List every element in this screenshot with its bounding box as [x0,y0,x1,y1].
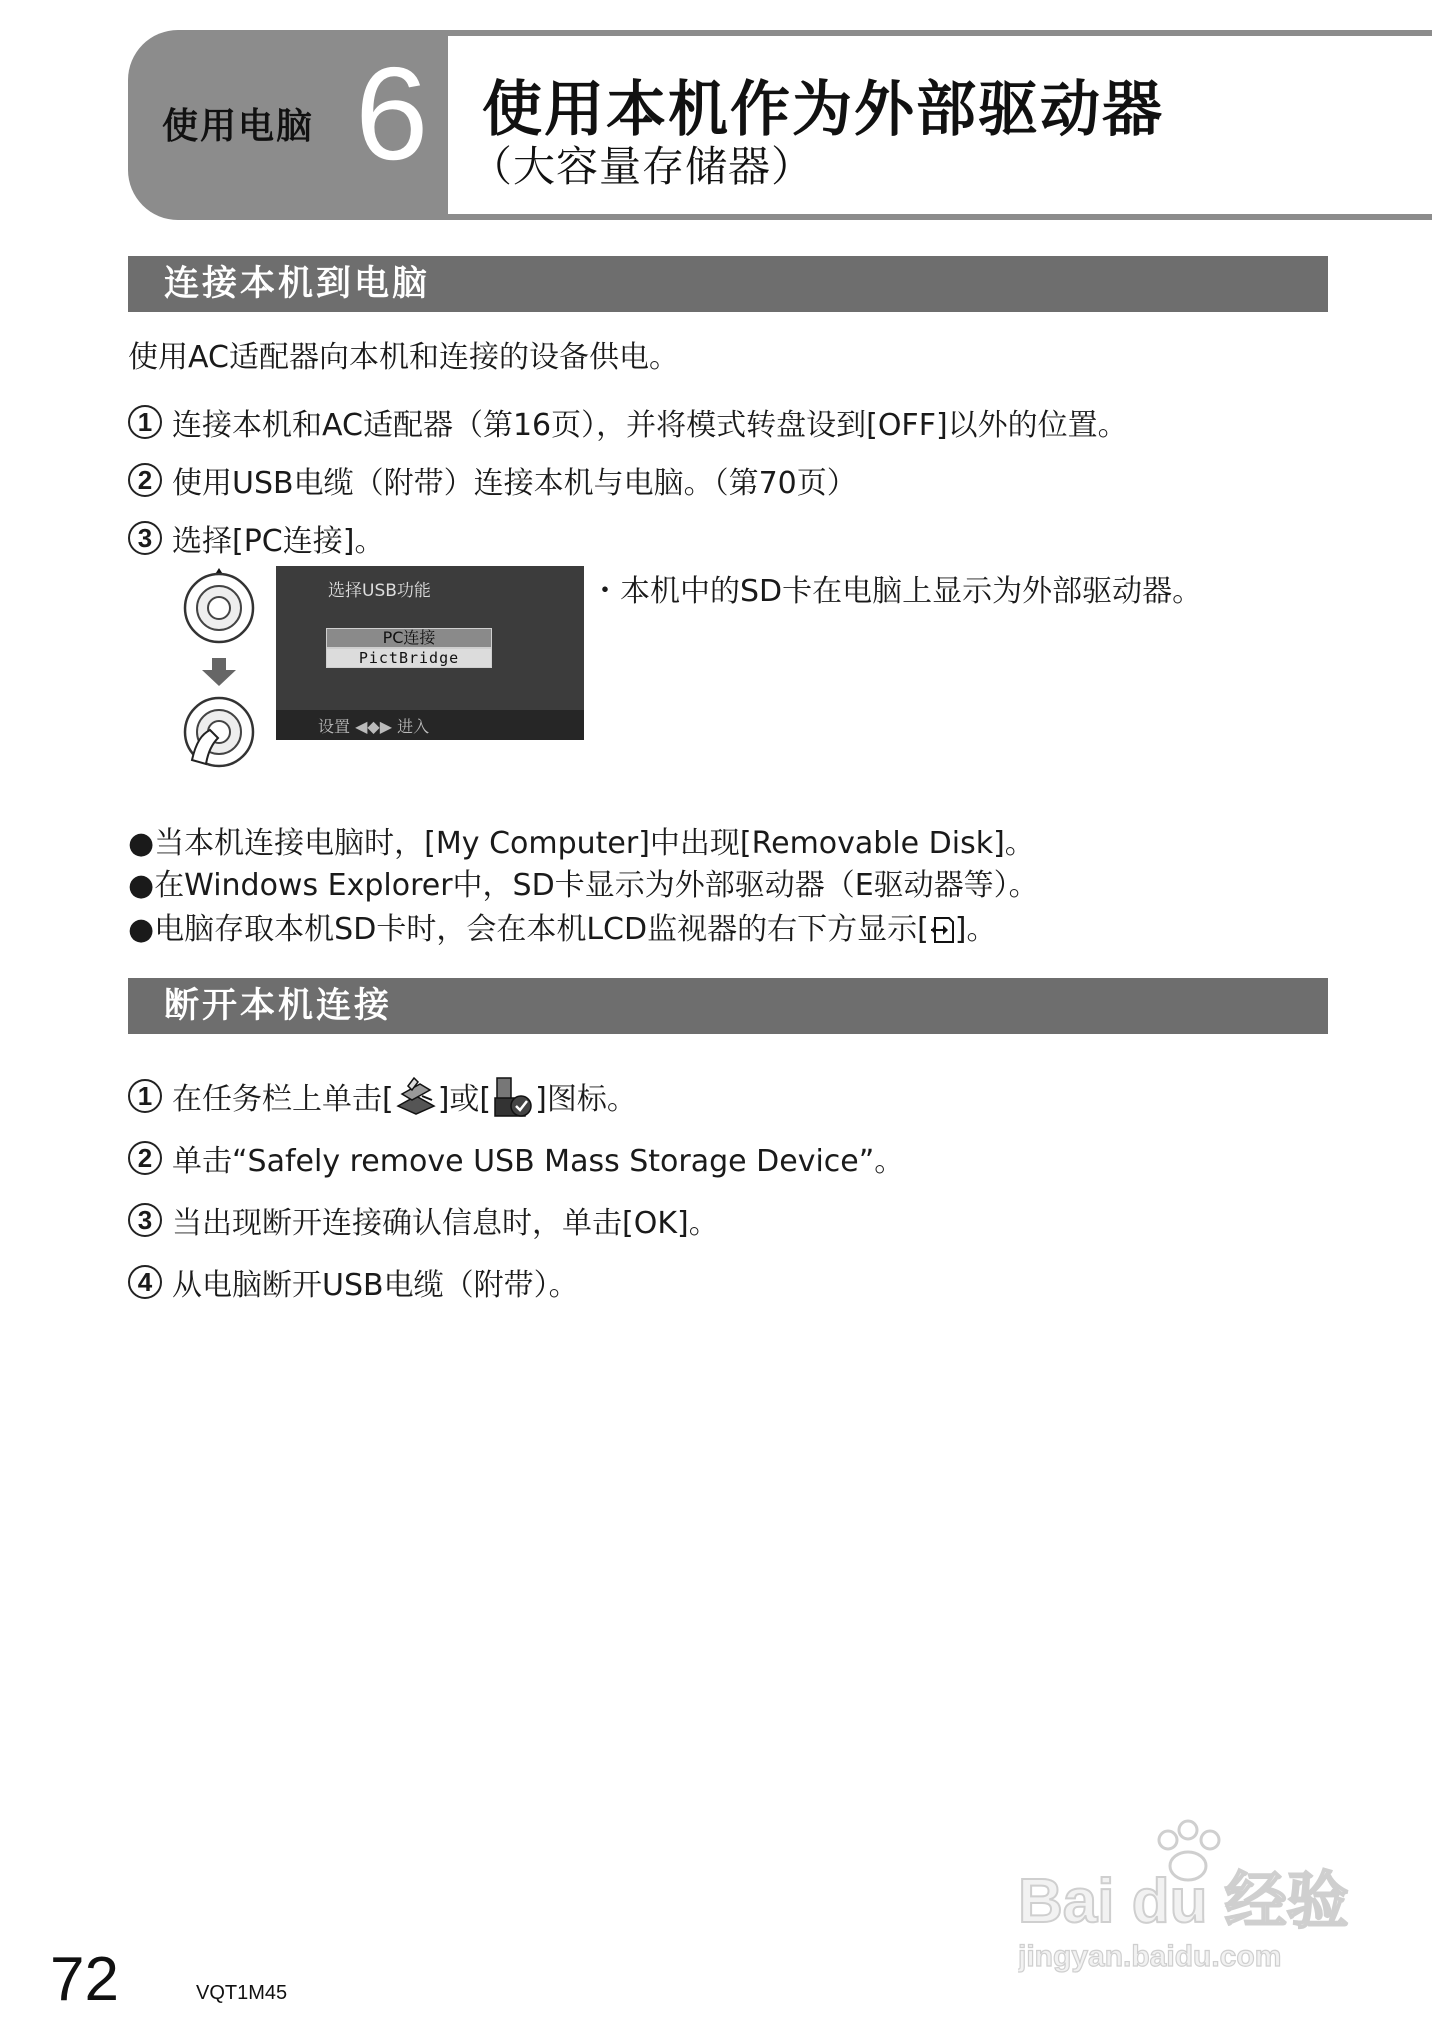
baidu-watermark [1018,1810,1358,1980]
connect-intro: 使用AC适配器向本机和连接的设备供电。 [128,340,679,375]
bullet-1 [128,818,1035,862]
dial-press-icon [185,698,253,766]
section-label: 使用电脑 [162,106,315,147]
document-code: VQT1M45 [196,1982,288,2004]
card-access-icon [929,915,955,945]
step-number: 3 [128,521,162,555]
chapter-number: 6 [355,40,429,187]
step-text: 从电脑断开USB电缆（附带）。 [172,1268,579,1303]
step-number: 2 [128,1141,162,1175]
page-subtitle: （大容量存储器） [470,142,815,191]
arrow-down-icon [202,658,236,686]
dial-illustration [178,562,260,772]
step-number: 4 [128,1265,162,1299]
page-title: 使用本机作为外部驱动器 [482,75,1164,145]
watermark-url: jingyan.baidu.com [1018,1940,1282,1973]
step-number: 3 [128,1203,162,1237]
lcd-title: 选择USB功能 [328,581,431,601]
watermark-brand: Bai du 经验 [1018,1867,1349,1936]
bullet-dot: ● [128,826,155,861]
step-number: 2 [128,463,162,497]
side-note: ・本机中的SD卡在电脑上显示为外部驱动器。 [590,574,1203,609]
step-text: ]或[ [437,1082,492,1117]
lcd-footer-text: 设置 ◀◆▶ 进入 [318,717,430,736]
bullet-text: 电脑存取本机SD卡时，会在本机LCD监视器的右下方显示[ [154,912,929,947]
step-text: 当出现断开连接确认信息时，单击[OK]。 [172,1206,719,1241]
bullet-dot: ● [128,868,155,903]
camera-lcd-screen [276,566,584,740]
step-text: 在任务栏上单击[ [172,1082,394,1117]
dial-up-icon [185,568,253,642]
step-number: 1 [128,1079,162,1113]
disconnect-step-2 [128,1136,904,1180]
safely-remove-hardware-icon[interactable] [394,1076,438,1116]
usb-device-check-icon[interactable] [491,1074,535,1118]
connect-step-2 [128,458,857,502]
step-number: 1 [128,405,162,439]
connect-step-1 [128,400,1128,444]
lcd-option-pc-connect[interactable]: PC连接 [326,628,492,648]
bullet-dot: ● [128,912,155,947]
step-text: 连接本机和AC适配器（第16页），并将模式转盘设到[OFF]以外的位置。 [172,408,1128,443]
step-text: ]图标。 [535,1082,637,1117]
section-heading-connect: 连接本机到电脑 [128,256,1328,312]
disconnect-step-3 [128,1198,719,1242]
bullet-text: 在Windows Explorer中，SD卡显示为外部驱动器（E驱动器等）。 [154,868,1039,903]
step-text: 选择[PC连接]。 [172,524,385,559]
section-heading-disconnect: 断开本机连接 [128,978,1328,1034]
bullet-text-tail: ]。 [954,912,997,947]
page-number: 72 [50,1945,119,2014]
connect-step-3 [128,516,384,560]
bullet-3 [128,904,997,948]
lcd-footer [276,710,584,740]
bullet-2 [128,860,1039,904]
step-text: 使用USB电缆（附带）连接本机与电脑。（第70页） [172,466,857,501]
lcd-option-pictbridge[interactable]: PictBridge [326,648,492,668]
bullet-text: 当本机连接电脑时，[My Computer]中出现[Removable Disk]。 [154,826,1035,861]
disconnect-step-1 [128,1074,637,1118]
step-text: 单击“Safely remove USB Mass Storage Device”。 [172,1144,905,1179]
disconnect-step-4 [128,1260,579,1304]
